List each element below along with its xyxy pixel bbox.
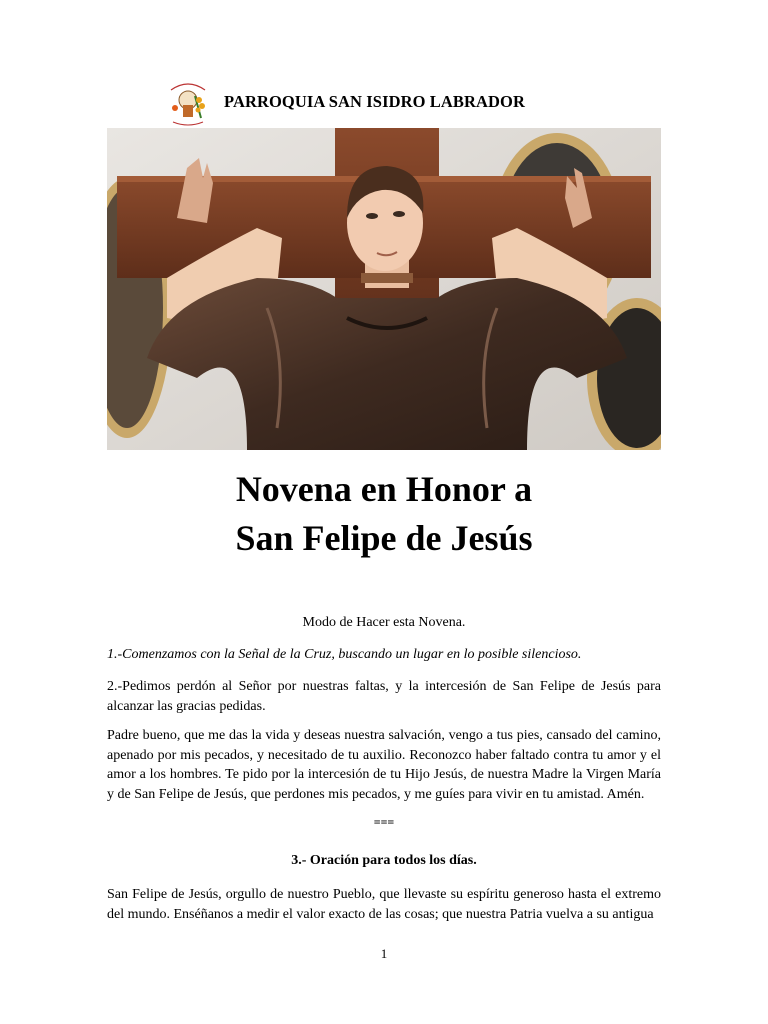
step-1-text: 1.-Comenzamos con la Señal de la Cruz, buscando un lugar en lo posible silencioso.	[107, 647, 582, 662]
page-number: 1	[380, 946, 388, 961]
section-3-text: San Felipe de Jesús, orgullo de nuestro Pueblo, que llevaste su espíritu generoso hasta el extremo del mundo. Enséñanos a medir el valor exacto de las cosas; que nuestra Patria vuelva a su antigua	[107, 887, 661, 922]
parish-logo	[165, 78, 211, 128]
statue-photo	[107, 128, 661, 450]
parish-name: PARROQUIA SAN ISIDRO LABRADOR	[224, 92, 526, 111]
section-3-heading: 3.- Oración para todos los días.	[291, 853, 477, 868]
section-separator: ===	[373, 815, 395, 829]
novena-subtitle: Modo de Hacer esta Novena.	[302, 615, 466, 630]
step-2-text: 2.-Pedimos perdón al Señor por nuestras faltas, y la intercesión de San Felipe de Jesús para alcanzar las gracias pedidas.	[107, 679, 661, 714]
opening-prayer: Padre bueno, que me das la vida y deseas nuestra salvación, vengo a tus pies, cansado del camino, apenado por mis pecados, y necesitado de tu auxilio. Reconozco haber faltado contra tu amor y el amor a los hombres. Te pido por la intercesión de tu Hijo Jesús, de nuestra Madre la Virgen María y de San Felipe de Jesús, que perdones mis pecados, y me guíes para vivir en tu amistad. Amén.	[107, 728, 661, 802]
title-line-2: San Felipe de Jesús	[235, 518, 533, 558]
title-line-1: Novena en Honor a	[235, 469, 533, 509]
